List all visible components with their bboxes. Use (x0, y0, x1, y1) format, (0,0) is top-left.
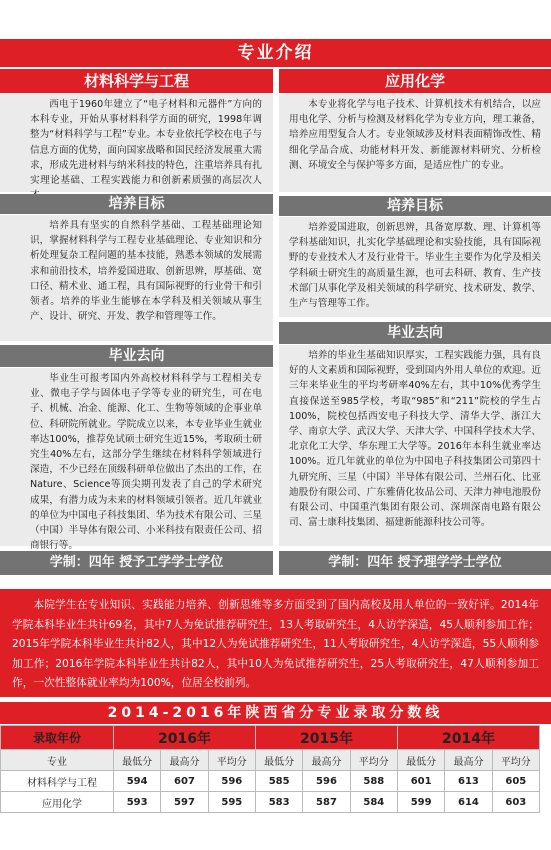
employment-summary: 本院学生在专业知识、实践能力培养、创新思维等多方面受到了国内高校及用人单位的一致好评。2014年学院本科毕业生共计69名，其中7人为免试推荐研究生，13人考取研究生，4人访学深造，45人顺利参加工作；2015年学院本科毕业生共计82人，其中12人为免试推荐研究生，11人考取研究生，4人访学深造，55人顺利参加工作；2016年学院本科毕业生共计82人，其中10人为免试推荐研究生，25人考取研究生，47人顺利参加工作，一次性整体就业率均为100%，位居全校前列。 (0, 589, 551, 697)
chemistry-goal-text: 培养爱国进取，创新思辨，具备宽厚数、理、计算机等学科基础知识，扎实化学基础理论和实验技能，具有国际视野的专业技术人才及行业骨干。毕业生主要作为化学及相关学科硕士研究生的高质量生源，也可去科研、教育、生产技术部门从事化学及相关领域的科学研究、技术研发、教学、生产与管理等工作。 (289, 222, 541, 310)
materials-goal-panel (0, 215, 273, 341)
row-major-name: 材料科学与工程 (1, 771, 114, 792)
col-avg: 平均分 (208, 750, 255, 771)
col-min: 最低分 (397, 750, 444, 771)
score-cell: 595 (208, 792, 255, 813)
table-row (1, 792, 540, 813)
score-cell: 599 (397, 792, 444, 813)
materials-intro-text: 西电于1960年建立了“电子材料和元器件”方向的本科专业，开始从事材料科学方面的研究，1998年调整为“材料科学与工程”专业。本专业依托学校在电子与信息方面的优势，面向国家战略和国民经济发展重大需求，形成先进材料与纳米科技的特色，注重培养具有扎实理论基础、工程实践能力和创新素质强的高层次人 (30, 99, 262, 187)
page-title: 专业介绍 (0, 39, 551, 67)
score-cell: 614 (445, 792, 492, 813)
year-label-cell: 录取年份 (1, 726, 114, 750)
score-cell: 607 (161, 771, 208, 792)
chemistry-career-panel (279, 345, 551, 546)
score-cell: 601 (397, 771, 444, 792)
score-cell: 588 (350, 771, 397, 792)
major-title-chemistry: 应用化学 (279, 69, 551, 93)
score-cell: 605 (492, 771, 539, 792)
col-min: 最低分 (114, 750, 161, 771)
materials-goal-text: 培养具有坚实的自然科学基础、工程基础理论知识，掌握材料科学与工程专业基础理论、专业知识和分析处理复杂工程问题的基本技能，熟悉本领域的发展需求和前沿技术，培养爱国进取、创新思辨，厚基础、宽口径、精术业、通工程，具有国际视野的行业骨干和引领者。培养的毕业生能够在本学科及相关领域从事生产、设计、研究、开发、教学和管理等工作。 (30, 220, 262, 323)
major-header: 专业 (1, 750, 114, 771)
materials-career-panel (0, 368, 273, 552)
chemistry-degree: 学制：四年 授予理学学士学位 (279, 551, 551, 575)
score-cell: 593 (114, 792, 161, 813)
col-max: 最高分 (161, 750, 208, 771)
chemistry-goal-panel (279, 217, 551, 317)
score-cell: 587 (303, 792, 350, 813)
chemistry-intro-panel (279, 94, 551, 192)
materials-career-title: 毕业去向 (0, 345, 273, 367)
score-cell: 596 (208, 771, 255, 792)
score-cell: 603 (492, 792, 539, 813)
col-max: 最高分 (445, 750, 492, 771)
materials-degree: 学制：四年 授予工学学士学位 (0, 551, 273, 575)
row-major-name: 应用化学 (1, 792, 114, 813)
score-cell: 596 (303, 771, 350, 792)
materials-career-text: 毕业生可报考国内外高校材料科学与工程相关专业、微电子学与固体电子学等专业的研究生，可在电子、机械、冶金、能源、化工、生物等领域的企事业单位、科研院所就业。学院成立以来，本专业毕业生就业率达100%，推荐免试硕士研究生近15%，考取硕士研究生40%左右，这部分学生继续在材料科学领域进行深造，不少已经在顶级科研单位做出了杰出的工作，在Nature、Science等顶尖期刊发表了自己的学术研究成果，有潜力成为未来的材料领域引领者。近几年就业的单位为中国电子科技集团、华为技术有限公司、三星（中国）半导体有限公司、小米科技有限责任公司、招商银行等。 (30, 373, 262, 552)
chemistry-intro-text: 本专业将化学与电子技术、计算机技术有机结合，以应用电化学、分析与检测及材料化学为专业方向，理工兼备，培养应用型复合人才。专业领域涉及材料表面精饰改性、精细化学品合成、功能材料开发、新能源材料研究、分析检测、环境安全与保护等多方面，是适应性广的专业。 (289, 99, 541, 171)
score-cell: 597 (161, 792, 208, 813)
scores-table (0, 725, 540, 813)
table-row (1, 771, 540, 792)
major-title-materials: 材料科学与工程 (0, 69, 273, 93)
col-min: 最低分 (255, 750, 302, 771)
chemistry-career-title: 毕业去向 (279, 322, 551, 344)
col-avg: 平均分 (350, 750, 397, 771)
year-2014: 2014年 (397, 726, 539, 750)
score-cell: 584 (350, 792, 397, 813)
scores-year-row (1, 726, 540, 750)
chemistry-career-text: 培养的毕业生基础知识厚实，工程实践能力强，具有良好的人文素质和国际视野，受到国内外用人单位的欢迎。近三年来毕业生的平均考研率40%左右，其中10%优秀学生直接保送至985学校，考取“985”和“211”院校的学生占100%，院校包括西安电子科技大学、清华大学、浙江大学、南京大学、武汉大学、天津大学、中国科学技术大学、北京化工大学、华东理工大学等。2016年本科生就业率达100%。近几年就业的单位为中国电子科技集团公司第四十九研究所、三星（中国）半导体有限公司、兰州石化、比亚迪股份有限公司、广东雅倩化妆品公司、天津力神电池股份有限公司、中国重汽集团有限公司、深圳深南电路有限公司、富士康科技集团、福建新能源科技公司等。 (289, 350, 541, 529)
scores-title: 2014-2016年陕西省分专业录取分数线 (0, 702, 551, 724)
year-2016: 2016年 (114, 726, 256, 750)
materials-goal-title: 培养目标 (0, 194, 273, 214)
chemistry-goal-title: 培养目标 (279, 196, 551, 216)
scores-header-row (1, 750, 540, 771)
score-cell: 583 (255, 792, 302, 813)
col-avg: 平均分 (492, 750, 539, 771)
score-cell: 585 (255, 771, 302, 792)
score-cell: 594 (114, 771, 161, 792)
score-cell: 613 (445, 771, 492, 792)
year-2015: 2015年 (255, 726, 397, 750)
col-max: 最高分 (303, 750, 350, 771)
materials-intro-panel (0, 94, 273, 192)
